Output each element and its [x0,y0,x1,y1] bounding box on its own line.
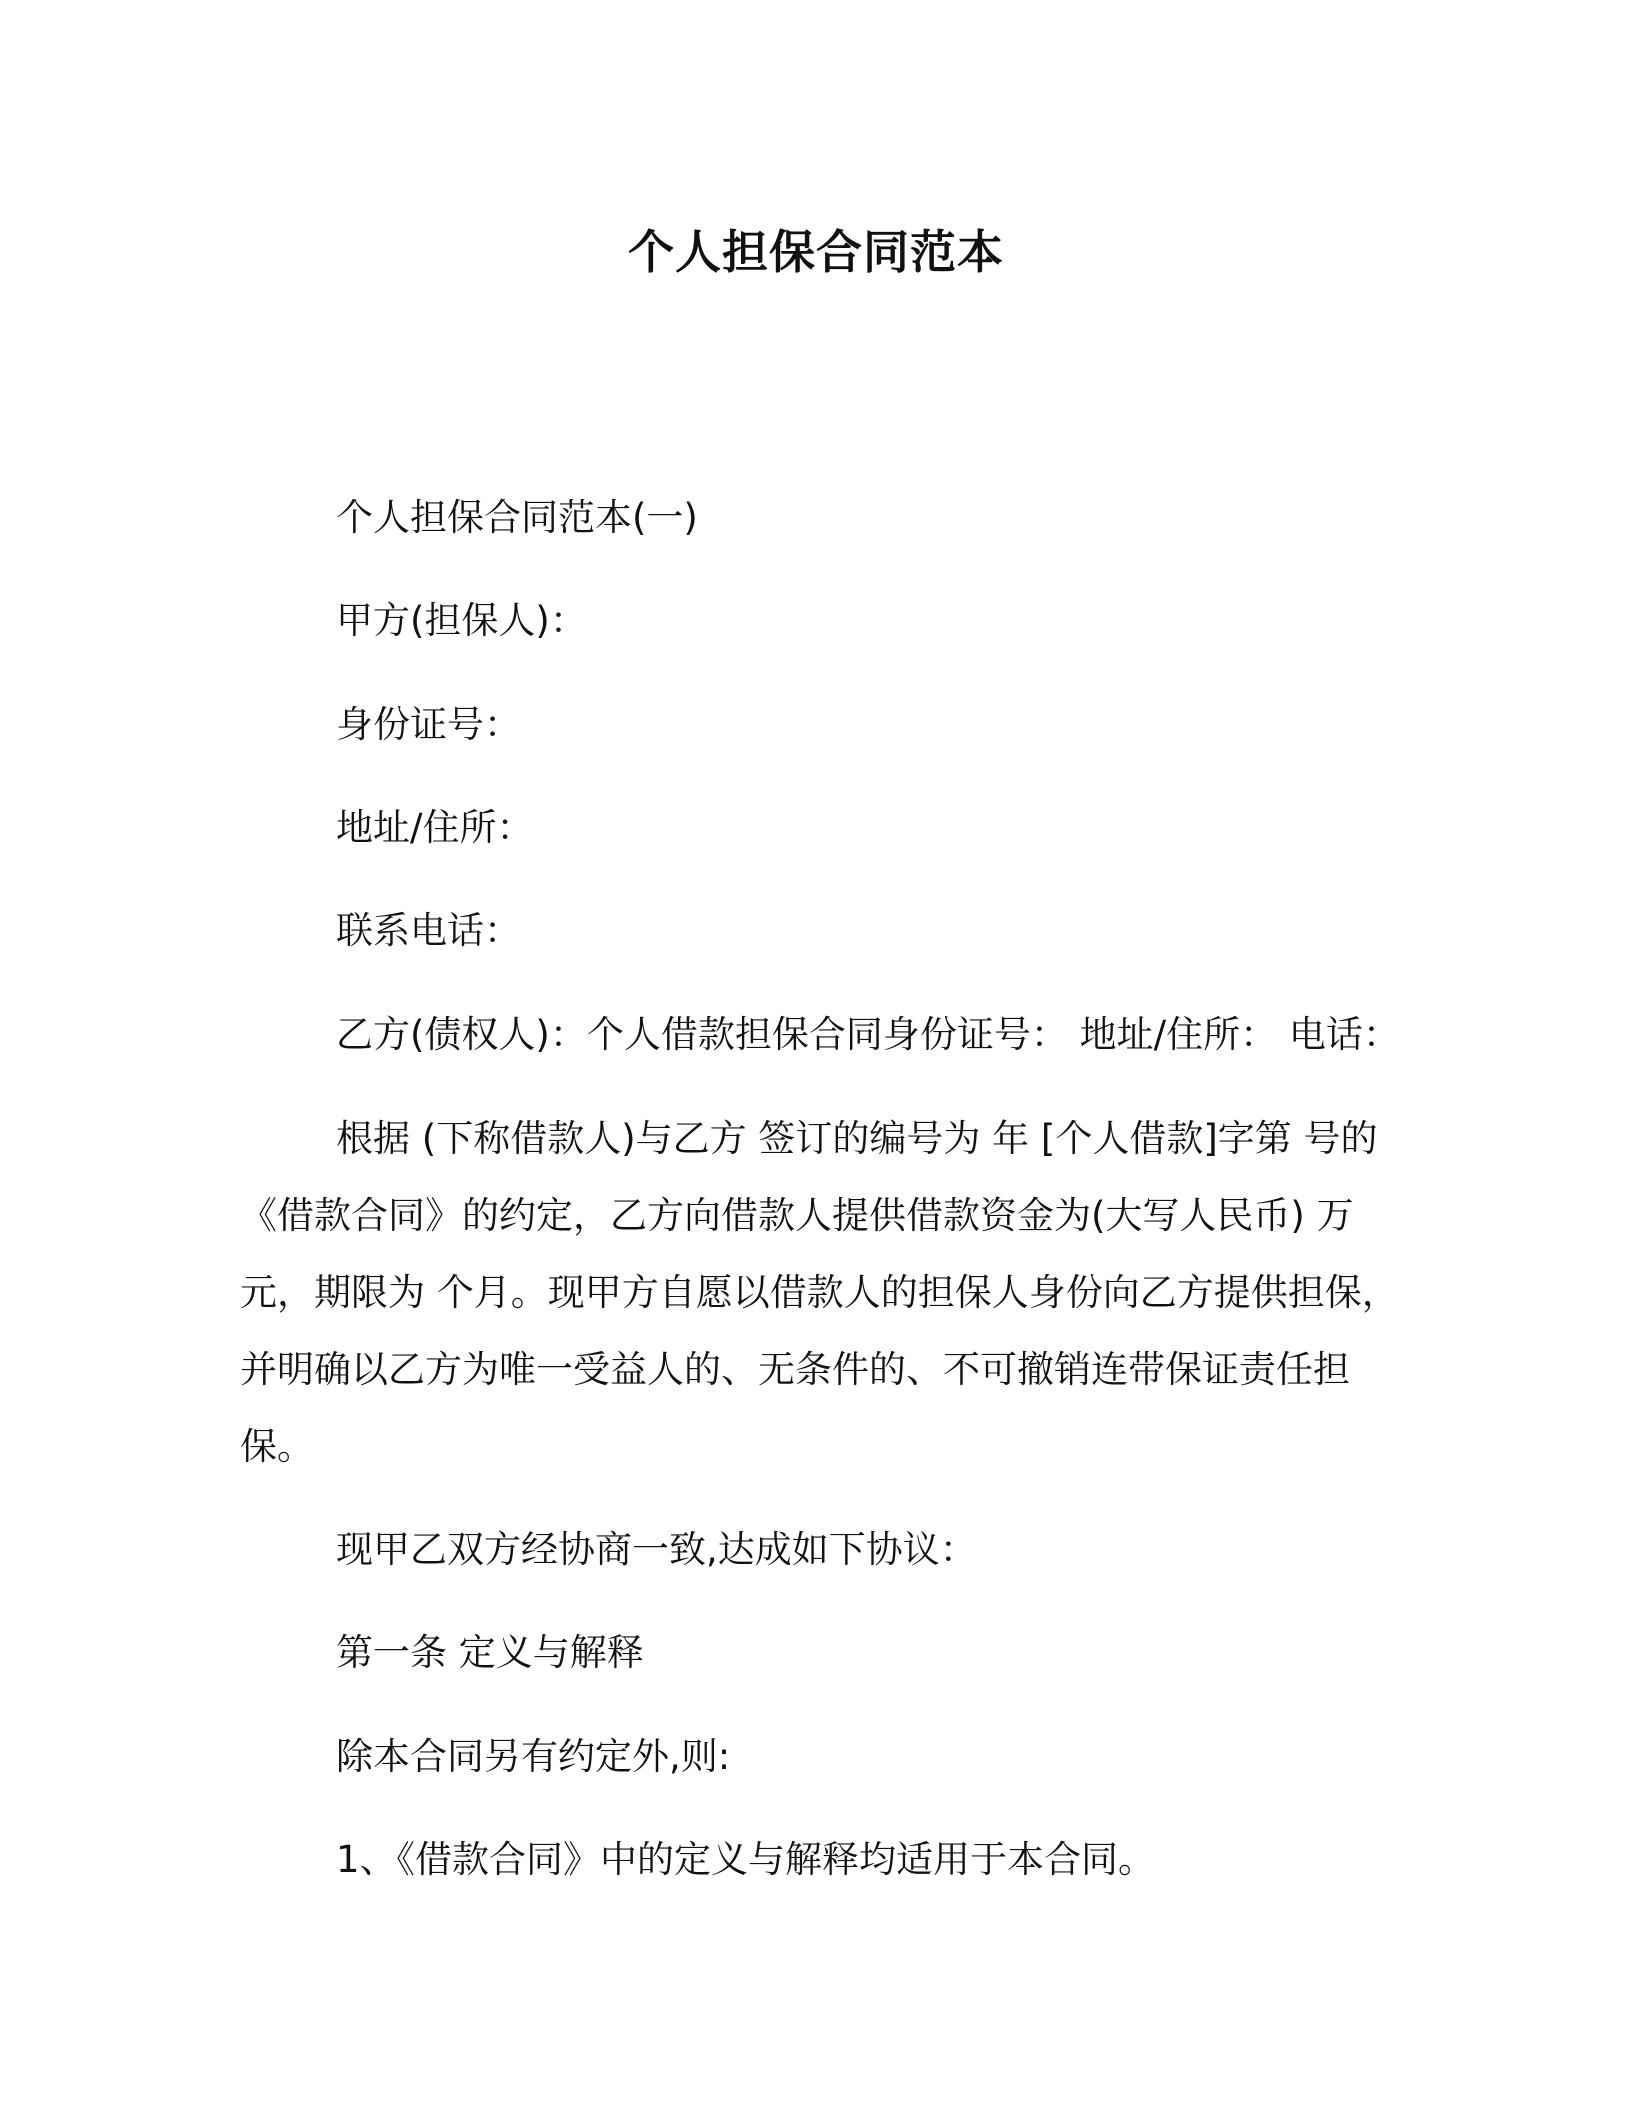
phone-label: 联系电话： [336,909,521,952]
agreement-line: 现甲乙双方经协商一致,达成如下协议： [336,1528,977,1571]
address-label: 地址/住所： [336,806,534,849]
article-1-heading: 第一条 定义与解释 [336,1631,644,1674]
item-1-line: 1、《借款合同》中的定义与解释均适用于本合同。 [336,1838,1156,1881]
id-number-label: 身份证号： [336,703,521,746]
party-b-line: 乙方(债权人)：个人借款担保合同身份证号： 地址/住所： 电话： [336,1013,1400,1056]
basis-paragraph: 根据 (下称借款人)与乙方 签订的编号为 年 [个人借款]字第 号的《借款合同》的约定，乙方向借款人提供借款资金为(大写人民币) 万元，期限为 个月。现甲方自愿以借款人的担保人身份向乙方提供担保，并明确以乙方为唯一受益人的、无条件的、不可撤销连带保证责任担保。 [240,1117,1399,1468]
except-line: 除本合同另有约定外,则: [336,1735,731,1778]
contract-subtitle: 个人担保合同范本(一) [336,496,698,539]
document-title: 个人担保合同范本 [628,225,1004,279]
party-a-label: 甲方(担保人)： [336,599,587,642]
